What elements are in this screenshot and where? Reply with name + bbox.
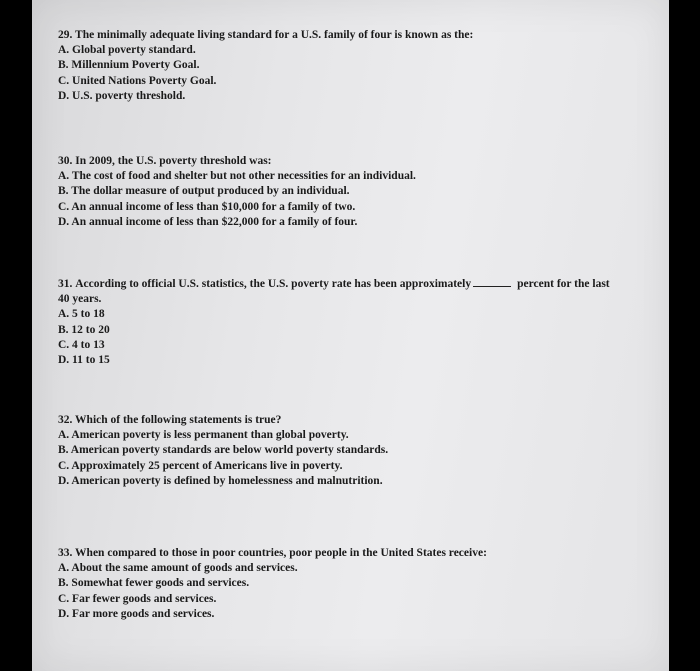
question-30 — [58, 154, 658, 230]
question-31-stem — [58, 277, 658, 292]
answer-blank — [473, 286, 511, 287]
question-31-text-after: percent for the last — [517, 278, 610, 290]
question-29-option-a: A. Global poverty standard. — [58, 44, 196, 57]
question-33-text: When compared to those in poor countries, poor people in the United States receive: — [75, 547, 487, 559]
question-32-option-b: B. American poverty standards are below world poverty standards. — [58, 444, 389, 457]
question-31-option-c: C. 4 to 13 — [58, 338, 105, 351]
question-30-option-c: C. An annual income of less than $10,000 for a family of two. — [58, 200, 356, 213]
question-32-number: 32. — [58, 414, 73, 426]
question-32-option-d: D. American poverty is defined by homelessness and malnutrition. — [58, 474, 383, 487]
question-33-option-a: A. About the same amount of goods and services. — [58, 562, 298, 575]
question-32 — [58, 413, 658, 489]
question-29-stem — [58, 28, 658, 43]
question-31-option-b: B. 12 to 20 — [58, 323, 110, 336]
question-33-option-d: D. Far more goods and services. — [58, 607, 215, 620]
question-29-text: The minimally adequate living standard for a U.S. family of four is known as the: — [75, 29, 474, 41]
worksheet-page — [32, 0, 669, 671]
question-33-option-b: B. Somewhat fewer goods and services. — [58, 577, 250, 590]
question-31-text-line2: 40 years. — [58, 293, 102, 306]
question-30-option-d: D. An annual income of less than $22,000 for a family of four. — [58, 215, 358, 228]
question-31-option-d: D. 11 to 15 — [58, 354, 110, 367]
question-30-option-b: B. The dollar measure of output produced by an individual. — [58, 185, 350, 198]
question-30-number: 30. — [58, 155, 73, 167]
question-30-stem — [58, 154, 658, 169]
question-29 — [58, 28, 658, 104]
question-31-number: 31. — [58, 278, 73, 290]
question-31-option-a: A. 5 to 18 — [58, 308, 105, 321]
question-29-option-b: B. Millennium Poverty Goal. — [58, 59, 200, 72]
question-32-option-c: C. Approximately 25 percent of Americans live in poverty. — [58, 459, 343, 472]
question-33 — [58, 546, 658, 622]
question-29-option-d: D. U.S. poverty threshold. — [58, 89, 186, 102]
question-33-option-c: C. Far fewer goods and services. — [58, 592, 217, 605]
question-31-text-before: According to official U.S. statistics, the U.S. poverty rate has been approximately — [75, 278, 472, 290]
question-33-number: 33. — [58, 547, 73, 559]
question-31 — [58, 277, 658, 368]
question-32-stem — [58, 413, 658, 428]
question-32-option-a: A. American poverty is less permanent than global poverty. — [58, 429, 349, 442]
question-33-stem — [58, 546, 658, 561]
question-29-number: 29. — [58, 29, 73, 41]
question-32-text: Which of the following statements is true? — [75, 414, 282, 426]
question-30-text: In 2009, the U.S. poverty threshold was: — [75, 155, 272, 167]
question-29-option-c: C. United Nations Poverty Goal. — [58, 74, 217, 87]
question-30-option-a: A. The cost of food and shelter but not other necessities for an individual. — [58, 170, 416, 183]
